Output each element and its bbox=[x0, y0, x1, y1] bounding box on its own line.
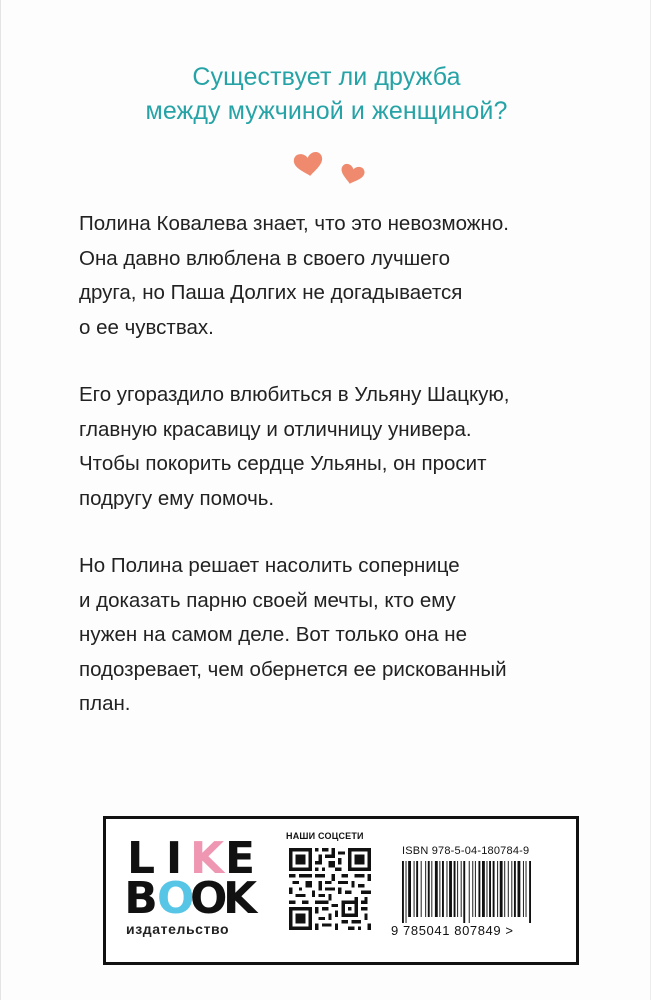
barcode-icon bbox=[400, 861, 565, 923]
barcode-bar bbox=[526, 861, 527, 917]
barcode-bar bbox=[414, 861, 415, 917]
logo-letter: O bbox=[190, 873, 227, 924]
publisher-subtitle: издательство bbox=[126, 921, 230, 937]
barcode-bar bbox=[508, 861, 509, 917]
logo-letter: K bbox=[190, 833, 224, 884]
blurb-line: Она давно влюблена в своего лучшего bbox=[79, 246, 450, 270]
barcode-bar bbox=[431, 861, 432, 917]
barcode-bar bbox=[463, 861, 465, 923]
blurb-line: о ее чувствах. bbox=[79, 315, 214, 339]
publisher-info-box bbox=[103, 816, 579, 965]
blurb-line: друга, но Паша Долгих не догадывается bbox=[79, 281, 463, 304]
barcode-bar bbox=[416, 861, 418, 917]
barcode-bar bbox=[489, 861, 491, 917]
blurb bbox=[79, 207, 599, 755]
blurb-line: Его угораздило влюбиться в Ульяну Шацкую, bbox=[79, 383, 510, 406]
blurb-line: Полина Ковалева знает, что это невозможно. bbox=[79, 212, 509, 235]
tagline-line-1: Существует ли дружба bbox=[192, 63, 461, 91]
blurb-line: и доказать парню своей мечты, кто ему bbox=[79, 588, 456, 612]
barcode-bar bbox=[461, 861, 462, 917]
social-label: НАШИ СОЦСЕТИ bbox=[286, 831, 364, 841]
barcode-bar bbox=[406, 861, 407, 923]
barcode-bar bbox=[482, 861, 485, 917]
barcode-bar bbox=[408, 861, 411, 917]
barcode-bar bbox=[478, 861, 480, 917]
barcode-bar bbox=[529, 861, 531, 923]
barcode-bar bbox=[518, 861, 521, 917]
barcode-bar bbox=[439, 861, 440, 917]
logo-letter: K bbox=[223, 873, 257, 924]
tagline-line-2: между мужчиной и женщиной? bbox=[145, 97, 508, 125]
logo-row-book bbox=[124, 873, 264, 924]
barcode-bar bbox=[511, 861, 512, 917]
blurb-paragraph-2 bbox=[79, 378, 599, 516]
logo-letter: O bbox=[157, 873, 194, 924]
tagline bbox=[1, 60, 651, 128]
barcode-bar bbox=[421, 861, 422, 917]
barcode-bar bbox=[447, 861, 448, 917]
logo-letter: L bbox=[126, 833, 155, 884]
barcode-bar bbox=[475, 861, 476, 917]
barcode-bar bbox=[493, 861, 495, 917]
logo-letter: B bbox=[124, 873, 157, 924]
likebook-logo bbox=[124, 833, 264, 937]
barcode-bar bbox=[472, 861, 473, 917]
barcode-bar bbox=[469, 861, 470, 923]
barcode-bar bbox=[514, 861, 516, 917]
barcode-bar bbox=[504, 861, 505, 917]
heart-icon-right bbox=[339, 163, 366, 187]
logo-letter: E bbox=[224, 833, 255, 884]
isbn-label: ISBN 978-5-04-180784-9 bbox=[402, 845, 530, 857]
blurb-paragraph-1 bbox=[79, 207, 599, 345]
blurb-line: подругу ему помочь. bbox=[79, 486, 275, 510]
hearts-icon bbox=[286, 138, 376, 198]
logo-letter: I bbox=[165, 833, 182, 884]
blurb-line: главную красавицу и отличницу универа. bbox=[79, 417, 472, 441]
blurb-line: Но Полина решает насолить сопернице bbox=[79, 554, 460, 577]
blurb-line: нужен на самом деле. Вот только она не bbox=[79, 623, 468, 646]
blurb-line: подозревает, чем обернется ее рискованный bbox=[79, 657, 507, 681]
heart-icon-left bbox=[293, 151, 324, 178]
barcode-bar bbox=[497, 861, 498, 917]
barcode-bar bbox=[487, 861, 488, 917]
barcode-bar bbox=[425, 861, 426, 917]
barcode-bar bbox=[454, 861, 456, 917]
barcode-bar bbox=[442, 861, 444, 917]
barcode-bar bbox=[449, 861, 452, 917]
barcode-bar bbox=[523, 861, 524, 917]
barcode-bar bbox=[457, 861, 458, 917]
barcode-bar bbox=[435, 861, 438, 917]
barcode-digits: 9 785041 807849 > bbox=[391, 923, 514, 938]
blurb-line: Чтобы покорить сердце Ульяны, он просит bbox=[79, 452, 487, 475]
blurb-line: план. bbox=[79, 692, 131, 715]
barcode-bar bbox=[500, 861, 503, 917]
barcode-bar bbox=[428, 861, 430, 917]
qr-code-icon[interactable] bbox=[289, 848, 371, 930]
blurb-paragraph-3 bbox=[79, 549, 599, 722]
barcode-bar bbox=[402, 861, 404, 923]
